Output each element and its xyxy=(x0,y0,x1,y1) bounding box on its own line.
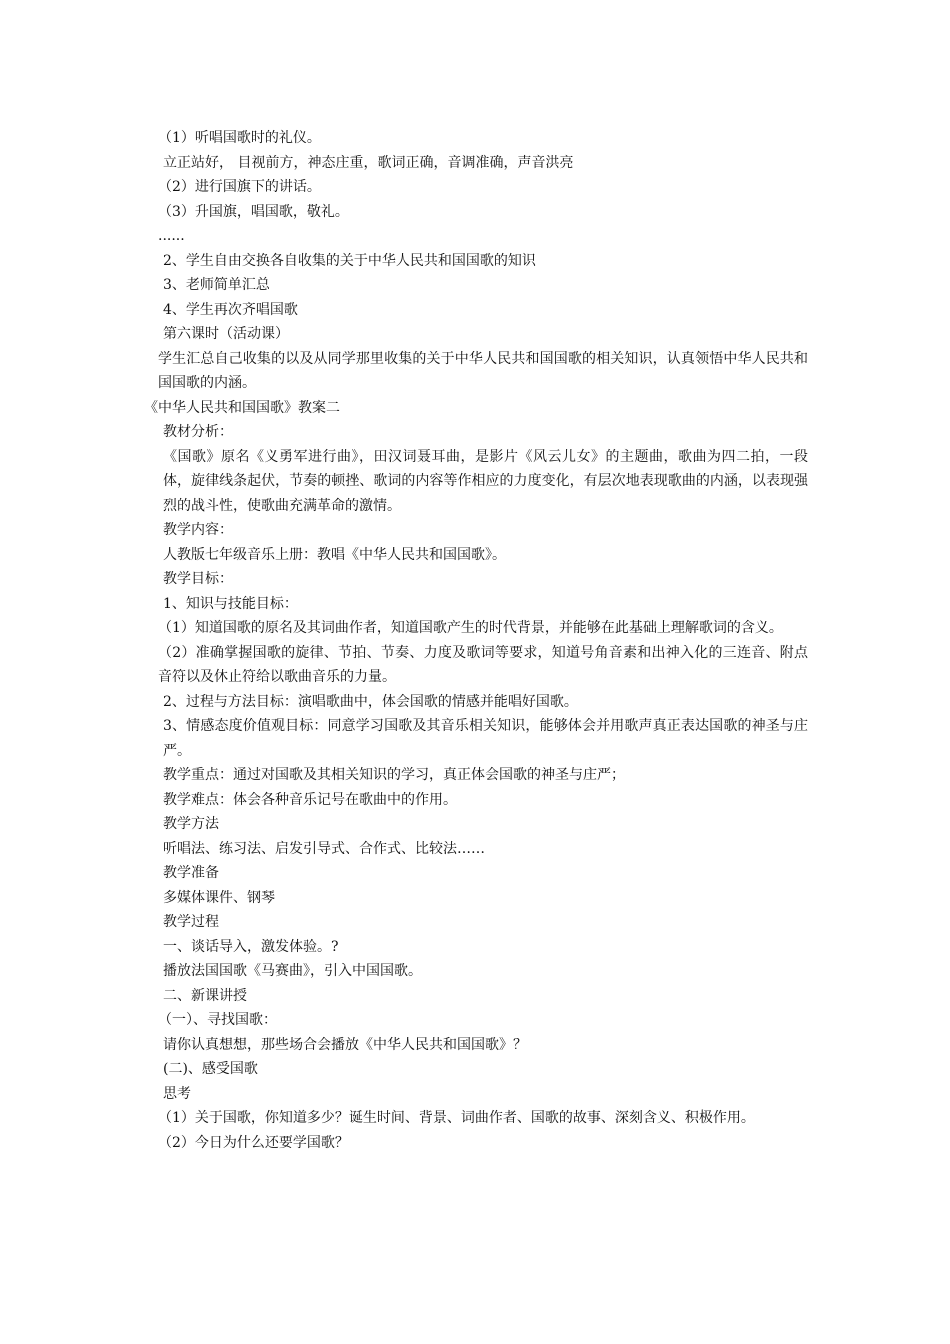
text-line: 教学内容： xyxy=(163,522,233,538)
text-line: 教学过程 xyxy=(163,914,219,930)
paragraph: 3、情感态度价值观目标：同意学习国歌及其音乐相关知识，能够体会并用歌声真正表达国歌的神圣与庄严。 xyxy=(163,718,808,759)
paragraph: 《国歌》原名《义勇军进行曲》，田汉词聂耳曲，是影片《风云儿女》的主题曲，歌曲为四二拍，一段体，旋律线条起伏，节奏的顿挫、歌词的内容等作相应的力度变化，有层次地表现歌曲的内涵，以表现强烈的战斗性，使歌曲充满革命的激情。 xyxy=(163,448,808,514)
text-line: （1）听唱国歌时的礼仪。 xyxy=(158,130,321,146)
text-line: （3）升国旗，唱国歌，敬礼。 xyxy=(158,203,349,220)
text-line: 教学难点：体会各种音乐记号在歌曲中的作用。 xyxy=(163,791,457,808)
text-line: 人教版七年级音乐上册：教唱《中华人民共和国国歌》。 xyxy=(163,546,506,563)
text-line: 思考 xyxy=(163,1085,191,1102)
text-line: 教学重点：通过对国歌及其相关知识的学习，真正体会国歌的神圣与庄严； xyxy=(163,767,625,783)
text-line: 多媒体课件、钢琴 xyxy=(163,889,275,906)
paragraph: 学生汇总自己收集的以及从同学那里收集的关于中华人民共和国国歌的相关知识，认真领悟中华人民共和国国歌的内涵。 xyxy=(158,350,808,391)
text-line: （2）今日为什么还要学国歌？ xyxy=(158,1134,349,1151)
text-line: 播放法国国歌《马赛曲》，引入中国国歌。 xyxy=(163,963,422,979)
text-line: 立正站好， 目视前方，神态庄重，歌词正确，音调准确，声音洪亮 xyxy=(163,154,574,171)
text-line: 教材分析： xyxy=(163,424,233,440)
text-line: ...... xyxy=(158,228,185,244)
text-line: 《中华人民共和国国歌》教案二 xyxy=(144,399,340,416)
text-line: (二)、感受国歌 xyxy=(163,1061,258,1077)
text-line: 2、学生自由交换各自收集的关于中华人民共和国国歌的知识 xyxy=(163,252,536,269)
paragraph: （1）关于国歌，你知道多少？诞生时间、背景、词曲作者、国歌的故事、深刻含义、积极作用。 xyxy=(158,1110,755,1126)
text-line: 听唱法、练习法、启发引导式、合作式、比较法…… xyxy=(163,840,485,857)
paragraph: （1）知道国歌的原名及其词曲作者，知道国歌产生的时代背景，并能够在此基础上理解歌词的含义。 xyxy=(158,620,783,636)
text-line: 4、学生再次齐唱国歌 xyxy=(163,301,298,318)
text-line: 1、知识与技能目标： xyxy=(163,595,298,612)
text-line: 教学方法 xyxy=(163,816,219,832)
text-line: 二、新课讲授 xyxy=(163,987,247,1004)
text-line: （2）进行国旗下的讲话。 xyxy=(158,179,321,195)
document-body xyxy=(144,126,808,1155)
text-line: （一）、寻找国歌： xyxy=(158,1012,277,1028)
text-line: 教学准备 xyxy=(163,865,219,881)
text-line: 请你认真想想，那些场合会播放《中华人民共和国国歌》？ xyxy=(163,1036,527,1053)
paragraph: （2）准确掌握国歌的旋律、节拍、节奏、力度及歌词等要求，知道号角音素和出神入化的三连音、附点音符以及休止符给以歌曲音乐的力量。 xyxy=(158,644,808,685)
text-line: 3、老师简单汇总 xyxy=(163,277,270,293)
text-line: 第六课时（活动课） xyxy=(163,326,289,342)
text-line: 教学目标： xyxy=(163,571,233,587)
text-line: 2、过程与方法目标：演唱歌曲中，体会国歌的情感并能唱好国歌。 xyxy=(163,693,578,710)
text-line: 一、谈话导入，激发体验。? xyxy=(163,938,339,955)
